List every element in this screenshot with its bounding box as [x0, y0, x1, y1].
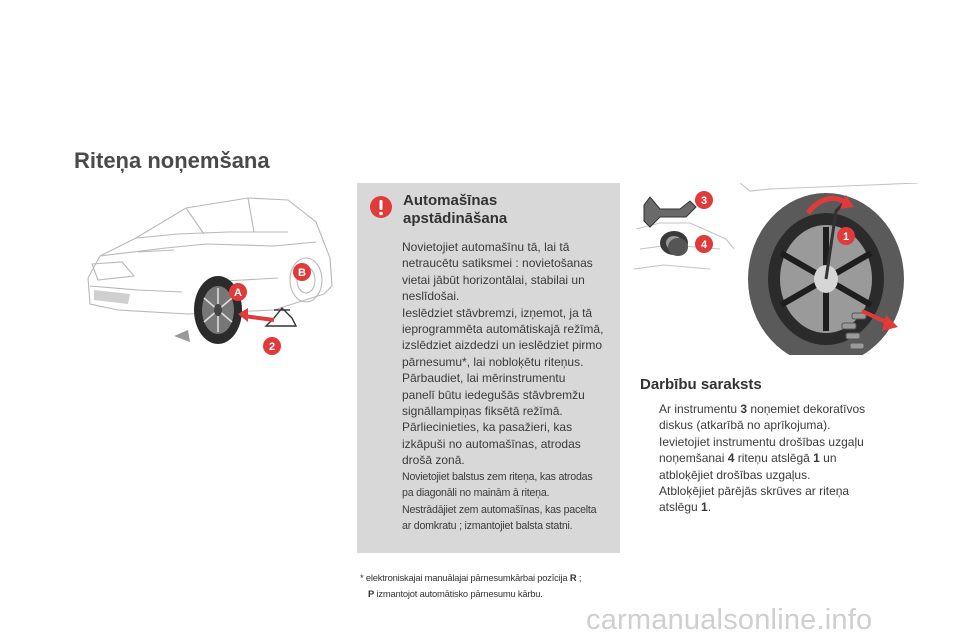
badge-b [293, 263, 311, 281]
warning-header [367, 191, 610, 227]
badge-1-label: 1 [842, 231, 850, 243]
warning-small-line: Novietojiet balstus zem riteņa, kas atrodas [402, 470, 593, 483]
step-item [640, 434, 890, 483]
footnote-bold-r: R [569, 572, 577, 583]
bullet-icon [640, 483, 659, 516]
watermark: carmanualsonline.info [586, 604, 873, 636]
wheel-illustration [630, 183, 918, 355]
badge-b-label: B [298, 267, 306, 279]
warning-line: izkāpuši no automašīnas, atrodas [402, 436, 581, 451]
bullet-icon [640, 401, 659, 434]
warning-line: izslēdziet aizdedzi un ieslēdziet pirmo [402, 338, 603, 353]
badge-4-label: 4 [700, 239, 708, 251]
badge-3-label: 3 [700, 195, 708, 207]
warning-small-line: pa diagonāli no mainām ā riteņa. [402, 487, 550, 500]
step-text: Atbloķējiet pārējās skrūves ar riteņa atslēgu 1. [659, 484, 850, 515]
warning-line: netraucētu satiksmei : novietošanas [402, 256, 593, 271]
warning-small-line: ar domkratu ; izmantojiet balsta statni. [402, 519, 573, 532]
chock [174, 330, 190, 342]
footnote-text-2: izmantojot automātisko pārnesumu kārbu. [376, 588, 543, 599]
warning-line: signāllampiņas fiksētā režīmā. [402, 404, 563, 419]
warning-line: panelī būtu iedegušās stāvbremžu [402, 387, 585, 402]
step-item [640, 401, 890, 434]
warning-icon [369, 195, 393, 219]
footnote-star: * [360, 572, 364, 583]
badge-2 [263, 337, 281, 355]
badge-2-label: 2 [268, 341, 276, 353]
badge-1 [837, 227, 855, 245]
warning-title-line2: apstādināšana [403, 210, 508, 227]
footnote-line-1 [360, 570, 630, 586]
warning-line: Novietojiet automašīnu tā, lai tā [402, 240, 570, 254]
step-text: Ievietojiet instrumentu drošības uzgaļu noņemšanai 4 riteņu atslēgā 1 un atbloķējiet drošības uzgaļus. [659, 434, 864, 482]
badge-3 [695, 191, 713, 209]
footnote-line-2 [360, 586, 630, 602]
warning-line: Ieslēdziet stāvbremzi, izņemot, ja tā [402, 305, 593, 320]
warning-line: Pārbaudiet, lai mērinstrumentu [402, 371, 566, 386]
step-text: Ar instrumentu 3 noņemiet dekoratīvos diskus (atkarībā no aprīkojuma). [659, 402, 866, 433]
steps-list [640, 401, 890, 516]
warning-small-line: Nestrādājiet zem automašīnas, kas pacelta [402, 503, 597, 516]
warning-line: neslīdošai. [402, 289, 460, 304]
warning-body [402, 239, 610, 534]
warning-line: pārnesumu*, lai nobloķētu riteņus. [402, 354, 584, 369]
badge-a-label: A [234, 287, 242, 299]
footnote [360, 570, 630, 602]
warning-line: ieprogrammēta automātiskajā režīmā, [402, 322, 604, 337]
warning-line: drošā zonā. [402, 453, 465, 468]
warning-title-line1: Automašīnas [403, 192, 498, 209]
warning-line: Pārliecinieties, ka pasažieri, kas [402, 420, 573, 435]
step-item [640, 483, 890, 516]
page-title: Riteņa noņemšana [74, 148, 270, 173]
footnote-text-1: elektroniskajai manuālajai pārnesumkārbai pozīcija [365, 572, 568, 583]
car-illustration [78, 186, 340, 368]
badge-a [229, 283, 247, 301]
tool-4 [660, 231, 688, 256]
steps-title: Darbību saraksts [640, 376, 762, 393]
footnote-bold-p: P [368, 588, 375, 599]
warning-box [357, 183, 620, 553]
warning-line: vietai jābūt horizontālai, stabilai un [402, 272, 585, 287]
footnote-end-1: ; [578, 572, 582, 583]
badge-4 [695, 235, 713, 253]
bullet-icon [640, 434, 659, 483]
